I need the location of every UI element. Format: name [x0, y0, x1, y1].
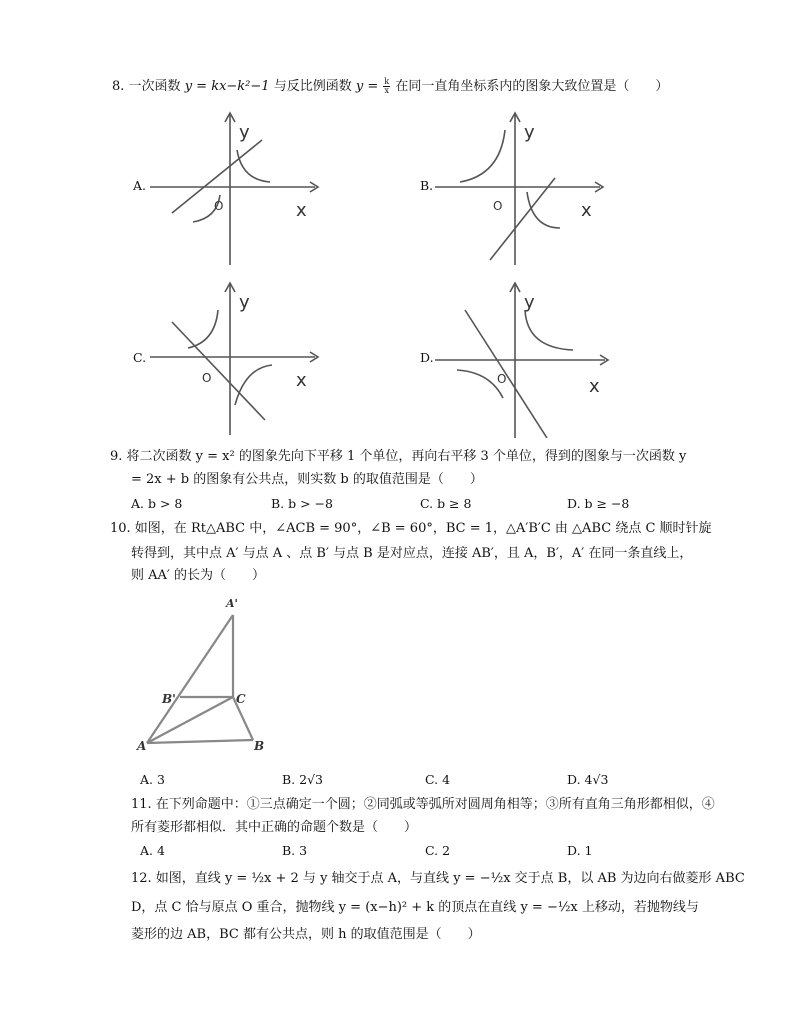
- q10-line-1: 10. 如图，在 Rt△ABC 中，∠ACB = 90°，∠B = 60°，BC = 1，△A′B′C 由 △ABC 绕点 C 顺时针旋: [110, 521, 712, 536]
- q8-b-x-label: x: [581, 200, 592, 221]
- q8-post: 在同一直角坐标系内的图象大致位置是（ ）: [395, 79, 669, 94]
- q12-line-2: D，点 C 恰与原点 O 重合，抛物线 y = (x−h)² + k 的顶点在直线 y = −½x 上移动，若抛物线与: [131, 900, 699, 915]
- q9-line-1: 9. 将二次函数 y = x² 的图象先向下平移 1 个单位，再向右平移 3 个单位，得到的图象与一次函数 y: [110, 449, 687, 464]
- q10-label-b: B: [254, 739, 265, 753]
- q9-option-c: C. b ≥ 8: [420, 496, 472, 511]
- q8-option-d-graph: [435, 280, 610, 438]
- q10-option-b: B. 2√3: [282, 772, 324, 787]
- q9-option-a: A. b > 8: [131, 496, 183, 511]
- q8-b-origin: O: [493, 199, 503, 213]
- q9-option-d: D. b ≥ −8: [567, 496, 630, 511]
- q8-a-x-label: x: [296, 200, 307, 221]
- q8-c-origin: O: [202, 371, 212, 385]
- q8-func2-lhs: y =: [355, 79, 379, 94]
- q8-option-c-graph: [150, 280, 320, 435]
- q8-b-y-label: y: [524, 122, 535, 143]
- q10-option-a: A. 3: [140, 772, 165, 787]
- q10-triangle-figure: [135, 595, 275, 760]
- q8-func1: y = kx−k²−1: [184, 79, 270, 94]
- q11-line-2: 所有菱形都相似．其中正确的命题个数是（ ）: [131, 820, 418, 835]
- q10-label-b-prime: B': [162, 692, 176, 706]
- q8-a-origin: O: [214, 199, 224, 213]
- q8-option-a-label: A.: [133, 178, 147, 193]
- q8-mid: 与反比例函数: [273, 79, 352, 94]
- q12-line-3: 菱形的边 AB，BC 都有公共点，则 h 的取值范围是（ ）: [131, 927, 481, 942]
- q8-option-b-graph: [435, 110, 605, 265]
- q8-option-a-graph: [150, 110, 320, 265]
- q10-label-a-prime: A': [226, 597, 238, 610]
- q8-func2-fraction: [383, 78, 390, 95]
- q10-line-2: 转得到，其中点 A′ 与点 A 、点 B′ 与点 B 是对应点，连接 AB′，且 A，B′，A′ 在同一条直线上，: [131, 546, 693, 561]
- q10-label-c: C: [236, 692, 246, 706]
- q11-option-c: C. 2: [425, 843, 451, 858]
- q8-c-x-label: x: [296, 370, 307, 391]
- q8-stem: [112, 78, 668, 96]
- q10-option-d: D. 4√3: [567, 772, 609, 787]
- q11-option-a: A. 4: [140, 843, 165, 858]
- q8-d-x-label: x: [589, 376, 600, 397]
- q8-number: 8.: [112, 79, 125, 94]
- q11-option-d: D. 1: [567, 843, 593, 858]
- q8-d-origin: O: [497, 372, 507, 386]
- q8-option-b-label: B.: [420, 178, 434, 193]
- q12-line-1: 12. 如图，直线 y = ½x + 2 与 y 轴交于点 A，与直线 y = −½x 交于点 B，以 AB 为边向右做菱形 ABC: [131, 871, 745, 886]
- q8-c-y-label: y: [239, 292, 250, 313]
- q10-label-a: A: [137, 739, 147, 753]
- q9-line-2: = 2x + b 的图象有公共点，则实数 b 的取值范围是（ ）: [131, 472, 483, 487]
- q8-func2-num: k: [384, 77, 390, 86]
- q8-a-y-label: y: [239, 122, 250, 143]
- q10-line-3: 则 AA′ 的长为（ ）: [131, 568, 265, 583]
- q9-option-b: B. b > −8: [271, 496, 333, 511]
- q8-d-y-label: y: [524, 292, 535, 313]
- q8-option-c-label: C.: [133, 350, 147, 365]
- q10-option-c: C. 4: [425, 772, 451, 787]
- q11-option-b: B. 3: [282, 843, 308, 858]
- q8-func2-den: x: [384, 86, 390, 95]
- q11-line-1: 11. 在下列命题中：①三点确定一个圆；②同弧或等弧所对圆周角相等；③所有直角三角形都相似，④: [131, 797, 715, 812]
- q8-option-d-label: D.: [420, 350, 434, 365]
- q8-pre: 一次函数: [128, 79, 181, 94]
